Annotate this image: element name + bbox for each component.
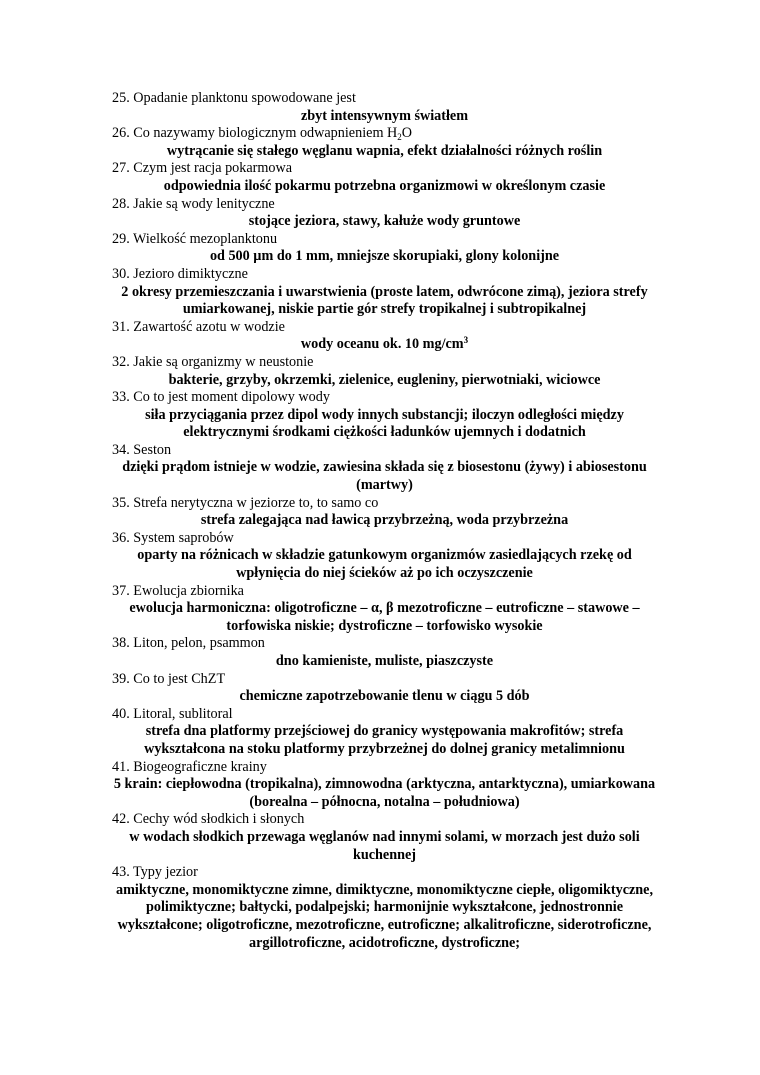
qa-item-40	[112, 706, 657, 759]
answer-27: odpowiednia ilość pokarmu potrzebna organizmowi w określonym czasie	[163, 177, 606, 194]
answer-34: dzięki prądom istnieje w wodzie, zawiesina składa się z biosestonu (żywy) i abiosestonu (martwy)	[122, 459, 647, 494]
qa-item-39	[112, 671, 657, 706]
qa-item-38	[112, 635, 657, 670]
qa-item-43	[112, 864, 657, 952]
question-26: 26. Co nazywamy biologicznym odwapnieniem $H_2O$	[112, 125, 413, 143]
answer-35: strefa zalegająca nad ławicą przybrzeżną, woda przybrzeżna	[200, 512, 569, 529]
question-34: 34. Seston	[112, 441, 172, 458]
answer-37: ewolucja harmoniczna: oligotroficzne – α, β mezotroficzne – eutroficzne – stawowe – torfowiska niskie; dystroficzne – torfowisko wysokie	[129, 600, 640, 634]
answer-29: od 500 µm do 1 mm, mniejsze skorupiaki, glony kolonijne	[209, 248, 560, 265]
answer-38: dno kamieniste, muliste, piaszczyste	[275, 653, 494, 669]
qa-item-42	[112, 811, 657, 864]
qa-list	[112, 90, 657, 952]
answer-30: 2 okresy przemieszczania i uwarstwienia (proste latem, odwrócone zimą), jeziora strefy umiarkowanej, niskie partie gór strefy tropikalnej i subtropikalnej	[121, 283, 648, 318]
question-39: 39. Co to jest ChZT	[112, 670, 226, 687]
qa-item-25	[112, 90, 657, 125]
answer-42: w wodach słodkich przewaga węglanów nad innymi solami, w morzach jest dużo soli kuchennej	[129, 828, 640, 863]
question-40: 40. Litoral, sublitoral	[112, 705, 233, 722]
answer-31: wody oceanu ok. 10 $mg/cm^3$	[300, 335, 469, 353]
question-28: 28. Jakie są wody lenityczne	[112, 195, 275, 212]
answer-33: siła przyciągania przez dipol wody innych substancji; iloczyn odległości między elektrycznymi środkami ciężkości ładunków ujemnych i dodatnich	[145, 406, 624, 441]
answer-40: strefa dna platformy przejściowej do granicy występowania makrofitów; strefa wykształcona na stoku platformy przybrzeżnej do dolnej granicy metalimnionu	[144, 723, 625, 757]
answer-25: zbyt intensywnym światłem	[300, 107, 469, 124]
question-33: 33. Co to jest moment dipolowy wody	[112, 389, 330, 406]
question-27: 27. Czym jest racja pokarmowa	[112, 160, 293, 177]
question-36: 36. System saprobów	[112, 529, 234, 546]
question-29: 29. Wielkość mezoplanktonu	[112, 230, 278, 247]
answer-26: wytrącanie się stałego węglanu wapnia, efekt działalności różnych roślin	[166, 142, 603, 159]
qa-item-27	[112, 160, 657, 195]
qa-item-26	[112, 125, 657, 160]
qa-item-30	[112, 266, 657, 319]
answer-39: chemiczne zapotrzebowanie tlenu w ciągu 5 dób	[239, 688, 530, 705]
question-25: 25. Opadanie planktonu spowodowane jest	[112, 90, 356, 106]
qa-item-32	[112, 354, 657, 389]
answer-28: stojące jeziora, stawy, kałuże wody gruntowe	[248, 213, 521, 230]
question-31: 31. Zawartość azotu w wodzie	[112, 318, 285, 335]
qa-item-35	[112, 495, 657, 530]
question-42: 42. Cechy wód słodkich i słonych	[112, 811, 305, 828]
answer-43: amiktyczne, monomiktyczne zimne, dimiktyczne, monomiktyczne ciepłe, oligomiktyczne, polimiktyczne; bałtycki, podalpejski; harmonijnie wykształcone, jednostronnie wykształcone; oligotroficzne, mezotroficzne, eutroficzne; alkalitroficzne, siderotroficzne, argillotroficzne, acidotroficzne, dystroficzne;	[115, 881, 654, 951]
question-43: 43. Typy jezior	[112, 864, 198, 881]
answer-41: 5 krain: ciepłowodna (tropikalna), zimnowodna (arktyczna, antarktyczna), umiarkowana (borealna – północna, notalna – południowa)	[113, 776, 656, 810]
answer-32: bakterie, grzyby, okrzemki, zielenice, eugleniny, pierwotniaki, wiciowce	[168, 371, 601, 388]
qa-item-34	[112, 442, 657, 495]
qa-item-36	[112, 530, 657, 583]
qa-item-33	[112, 389, 657, 442]
qa-item-37	[112, 583, 657, 636]
qa-item-29	[112, 231, 657, 266]
question-38: 38. Liton, pelon, psammon	[112, 635, 265, 652]
qa-item-31	[112, 319, 657, 354]
question-30: 30. Jezioro dimiktyczne	[112, 265, 248, 282]
answer-36: oparty na różnicach w składzie gatunkowym organizmów zasiedlających rzekę od wpłynięcia do niej ścieków aż po ich oczyszczenie	[137, 547, 632, 582]
question-37: 37. Ewolucja zbiornika	[112, 582, 244, 599]
qa-item-28	[112, 196, 657, 231]
question-32: 32. Jakie są organizmy w neustonie	[112, 353, 314, 370]
qa-item-41	[112, 759, 657, 812]
question-41: 41. Biogeograficzne krainy	[112, 758, 267, 775]
question-35: 35. Strefa nerytyczna w jeziorze to, to samo co	[112, 494, 379, 511]
